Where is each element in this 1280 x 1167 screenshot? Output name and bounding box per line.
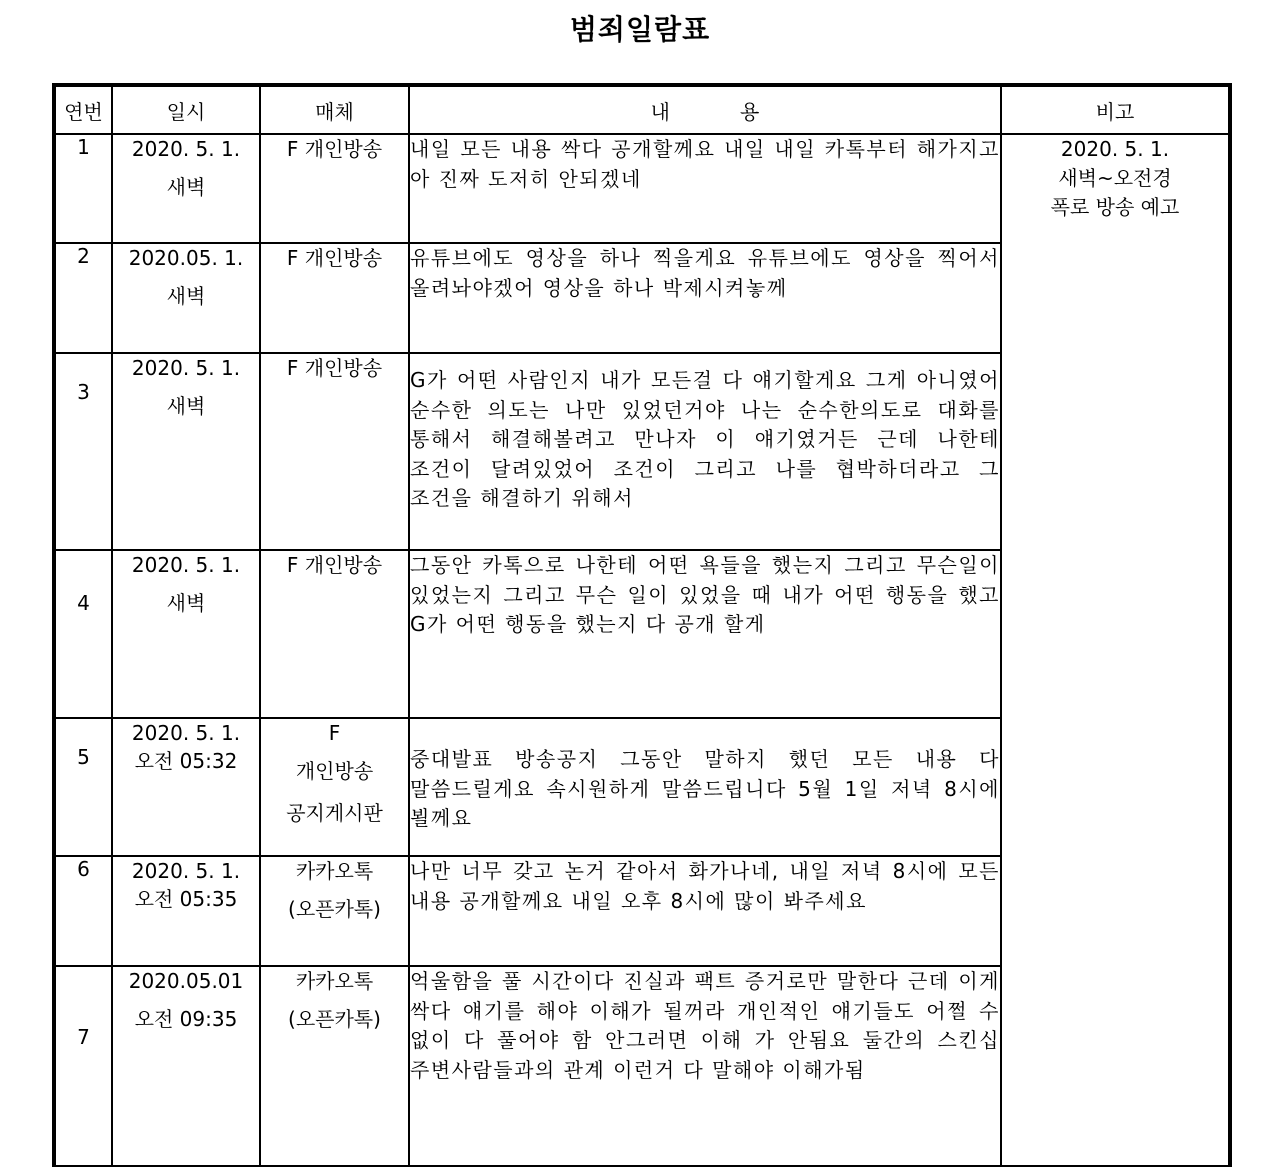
header-no: 연번 [54,85,112,134]
row-date [112,966,260,1166]
row-date-line2: 오전 05:32 [134,749,238,773]
row-date-line1: 2020. 5. 1. [131,859,241,883]
crime-list-table [52,83,1232,1167]
header-media: 매체 [260,85,409,134]
row-media-line2: 개인방송 [295,759,374,783]
row-date-line2: 새벽 [166,591,206,615]
row-date-line2: 오전 09:35 [134,1007,238,1031]
row-media-line1: F 개인방송 [286,246,383,270]
row-media-line2: (오픈카톡) [288,897,381,921]
row-content: 억울함을 풀 시간이다 진실과 팩트 증거로만 말한다 근데 이게 싹다 얘기를 해야 이해가 될꺼라 개인적인 얘기들도 어쩔 수 없이 다 풀어야 함 안그러면 이해 가 안됨요 둘간의 스킨십 주변사람들과의 관계 이런거 다 말해야 이해가됨 [409,966,1001,1166]
row-media [260,353,409,550]
row-no: 1 [54,134,112,243]
row-date-line2: 새벽 [166,284,206,308]
row-date-line1: 2020. 5. 1. [131,356,241,380]
header-date: 일시 [112,85,260,134]
row-no: 2 [54,243,112,353]
row-date-line1: 2020. 5. 1. [131,137,241,161]
row-date [112,856,260,966]
row-media-line1: 카카오톡 [295,969,374,993]
row-media-line1: F [328,721,341,745]
row-no: 5 [54,718,112,856]
row-date [112,550,260,718]
row-no: 3 [54,353,112,550]
row-media-line1: F 개인방송 [286,137,383,161]
row-content: 중대발표 방송공지 그동안 말하지 했던 모든 내용 다 말씀드릴게요 속시원하게 말씀드립니다 5월 1일 저녁 8시에 뵐께요 [409,718,1001,856]
header-content-part2: 용 [740,99,760,124]
row-media [260,856,409,966]
row-date [112,134,260,243]
row-content: 그동안 카톡으로 나한테 어떤 욕들을 했는지 그리고 무슨일이 있었는지 그리고 무슨 일이 있었을 때 내가 어떤 행동을 했고 G가 어떤 행동을 했는지 다 공개 할게 [409,550,1001,718]
header-content [409,85,1001,134]
row-date [112,718,260,856]
row-date-line1: 2020.05.01 [128,969,244,993]
row-date-line1: 2020.05. 1. [128,246,244,270]
row-media [260,243,409,353]
row-date-line2: 새벽 [166,175,206,199]
table-header-row [54,85,1230,134]
header-content-part1: 내 [650,99,670,124]
row-media-line1: F 개인방송 [286,553,383,577]
table-row [54,134,1230,243]
row-content: G가 어떤 사람인지 내가 모든걸 다 얘기할게요 그게 아니였어 순수한 의도는 나만 있었던거야 나는 순수한의도로 대화를 통해서 해결해볼려고 만나자 이 얘기였거든 근데 나한테 조건이 달려있었어 조건이 그리고 나를 협박하더라고 그 조건을 해결하기 위해서 [409,353,1001,550]
row-media-line3: 공지게시판 [286,801,383,825]
row-date-line1: 2020. 5. 1. [131,721,241,745]
document-title: 범죄일람표 [569,13,711,46]
row-no: 4 [54,550,112,718]
note-cell [1001,134,1230,1166]
row-date-line2: 새벽 [166,394,206,418]
row-content: 나만 너무 갖고 논거 같아서 화가나네, 내일 저녁 8시에 모든 내용 공개할께요 내일 오후 8시에 많이 봐주세요 [409,856,1001,966]
row-media-line2: (오픈카톡) [288,1007,381,1031]
header-note: 비고 [1001,85,1230,134]
row-media [260,718,409,856]
row-date [112,243,260,353]
row-no: 7 [54,966,112,1166]
note-line3: 폭로 방송 예고 [1050,195,1180,219]
row-content: 내일 모든 내용 싹다 공개할께요 내일 내일 카톡부터 해가지고 아 진짜 도저히 안되겠네 [409,134,1001,243]
row-no: 6 [54,856,112,966]
row-content: 유튜브에도 영상을 하나 찍을게요 유튜브에도 영상을 찍어서 올려놔야겠어 영상을 하나 박제시켜놓께 [409,243,1001,353]
row-date-line1: 2020. 5. 1. [131,553,241,577]
row-media [260,966,409,1166]
row-media [260,550,409,718]
row-date-line2: 오전 05:35 [134,887,238,911]
note-line1: 2020. 5. 1. [1060,137,1170,161]
row-media [260,134,409,243]
note-line2: 새벽~오전경 [1058,166,1172,190]
row-media-line1: F 개인방송 [286,356,383,380]
row-date [112,353,260,550]
row-media-line1: 카카오톡 [295,859,374,883]
